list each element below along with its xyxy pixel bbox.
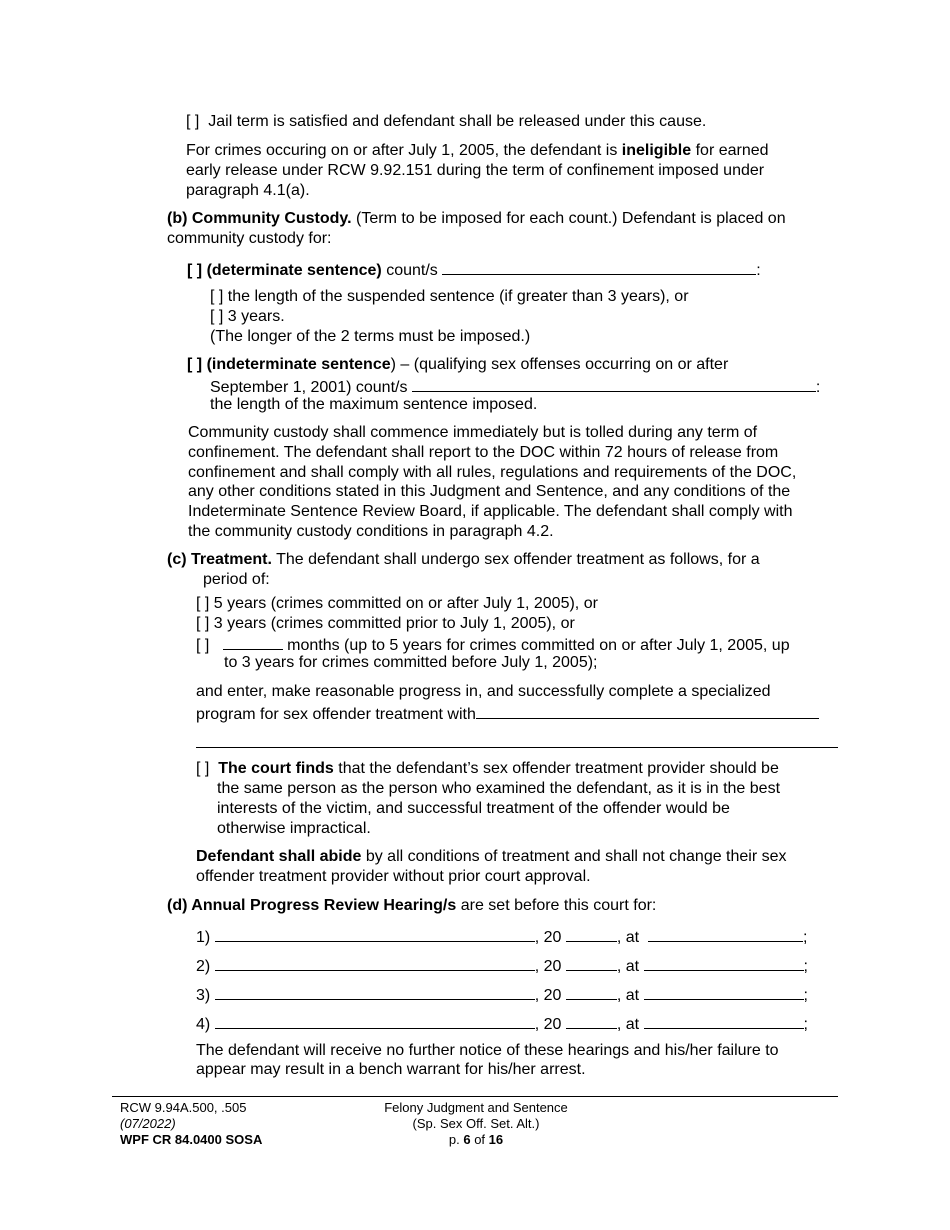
footer-subtitle: (Sp. Sex Off. Set. Alt.) (412, 1116, 540, 1131)
early-release-line3: paragraph 4.1(a). (186, 182, 310, 199)
court-finds-line2: the same person as the person who examined the defendant, as it is in the best (217, 780, 781, 797)
custody-para-line1: Community custody shall commence immediately but is tolled during any term of (188, 424, 758, 441)
court-finds-line3: interests of the victim, and successful treatment of the offender would be (217, 800, 730, 817)
court-finds-line4: otherwise impractical. (217, 820, 371, 837)
hearing-row: 2) , 20 , at ; (196, 954, 808, 977)
hearing-date-field[interactable] (215, 954, 535, 971)
hearing-notice-line1: The defendant will receive no further notice of these hearings and his/her failure to (196, 1042, 779, 1059)
treatment-option-3: [ ] months (up to 5 years for crimes committed on or after July 1, 2005, up (196, 633, 790, 656)
court-finds-checkbox[interactable]: [ ] (196, 760, 210, 777)
footer-divider (112, 1096, 838, 1097)
early-release-line2: early release under RCW 9.92.151 during the term of confinement imposed under (186, 162, 765, 179)
custody-para-line3: confinement and shall comply with all rules, regulations and requirements of the DOC, (188, 464, 797, 481)
treatment-enter-line1: and enter, make reasonable progress in, and successfully complete a specialized (196, 683, 771, 700)
indeterminate-sentence-line: [ ] (indeterminate sentence) – (qualifying sex offenses occurring on or after (187, 356, 729, 373)
footer-title: Felony Judgment and Sentence (384, 1100, 568, 1115)
indeterminate-line3: the length of the maximum sentence imposed. (210, 396, 538, 413)
hearing-date-field[interactable] (215, 1012, 535, 1029)
treatment-enter-line2: program for sex offender treatment with (196, 702, 819, 725)
determinate-sentence-line: [ ] (determinate sentence) count/s : (187, 258, 761, 281)
abide-line2: offender treatment provider without prior court approval. (196, 868, 591, 885)
hearing-row: 3) , 20 , at ; (196, 983, 808, 1006)
footer-form-id: WPF CR 84.0400 SOSA (120, 1132, 263, 1147)
treatment-option-1[interactable]: [ ] 5 years (crimes committed on or after July 1, 2005), or (196, 595, 598, 612)
section-d-heading: (d) Annual Progress Review Hearing/s are set before this court for: (167, 897, 657, 914)
indeterminate-line2: September 1, 2001) count/s : (210, 375, 820, 398)
treatment-provider-extra-line[interactable] (196, 747, 838, 748)
determinate-count-field[interactable] (442, 258, 756, 275)
jail-checkbox[interactable]: [ ] (186, 113, 200, 130)
treatment-provider-field[interactable] (476, 702, 819, 719)
determinate-note: (The longer of the 2 terms must be imposed.) (210, 328, 531, 345)
custody-para-line5: Indeterminate Sentence Review Board, if applicable. The defendant shall comply with (188, 503, 793, 520)
early-release-line1: For crimes occuring on or after July 1, 2005, the defendant is ineligible for earned (186, 142, 769, 159)
ineligible-bold: ineligible (621, 142, 692, 159)
jail-text: Jail term is satisfied and defendant shall be released under this cause. (208, 113, 707, 130)
determinate-option-2[interactable]: [ ] 3 years. (210, 308, 285, 325)
hearing-time-field[interactable] (644, 1012, 804, 1029)
hearing-time-field[interactable] (648, 925, 803, 942)
hearing-year-field[interactable] (566, 925, 617, 942)
hearing-row: 4) , 20 , at ; (196, 1012, 808, 1035)
treatment-option-2[interactable]: [ ] 3 years (crimes committed prior to July 1, 2005), or (196, 615, 575, 632)
hearing-date-field[interactable] (215, 925, 535, 942)
hearing-time-field[interactable] (644, 983, 804, 1000)
hearing-year-field[interactable] (566, 983, 617, 1000)
custody-para-line2: confinement. The defendant shall report to the DOC within 72 hours of release from (188, 444, 779, 461)
custody-para-line6: the community custody conditions in paragraph 4.2. (188, 523, 554, 540)
section-c-line2: period of: (203, 571, 270, 588)
hearing-year-field[interactable] (566, 954, 617, 971)
hearing-row: 1) , 20 , at ; (196, 925, 807, 948)
footer-page-number: p. 6 of 16 (448, 1132, 504, 1147)
treatment-option-3-line2: to 3 years for crimes committed before July 1, 2005); (224, 654, 598, 671)
hearing-time-field[interactable] (644, 954, 804, 971)
footer-rcw: RCW 9.94A.500, .505 (120, 1100, 247, 1115)
section-c-heading: (c) Treatment. The defendant shall undergo sex offender treatment as follows, for a (167, 551, 760, 568)
section-b-line2: community custody for: (167, 230, 332, 247)
hearing-year-field[interactable] (566, 1012, 617, 1029)
footer-date: (07/2022) (120, 1116, 176, 1131)
treatment-option-3-checkbox[interactable]: [ ] (196, 637, 210, 654)
abide-line1: Defendant shall abide by all conditions of treatment and shall not change their sex (196, 848, 787, 865)
treatment-months-field[interactable] (223, 633, 283, 650)
determinate-option-1[interactable]: [ ] the length of the suspended sentence (if greater than 3 years), or (210, 288, 689, 305)
indeterminate-count-field[interactable] (412, 375, 816, 392)
jail-term-line (186, 112, 706, 132)
court-finds-line1: [ ] The court finds that the defendant’s sex offender treatment provider should be (196, 760, 779, 777)
indeterminate-checkbox[interactable]: [ ] (187, 356, 203, 373)
determinate-checkbox[interactable]: [ ] (187, 262, 203, 279)
hearing-date-field[interactable] (215, 983, 535, 1000)
hearing-notice-line2: appear may result in a bench warrant for his/her arrest. (196, 1061, 586, 1078)
custody-para-line4: any other conditions stated in this Judgment and Sentence, and any conditions of the (188, 483, 791, 500)
section-b-heading: (b) Community Custody. (Term to be imposed for each count.) Defendant is placed on (167, 210, 786, 227)
